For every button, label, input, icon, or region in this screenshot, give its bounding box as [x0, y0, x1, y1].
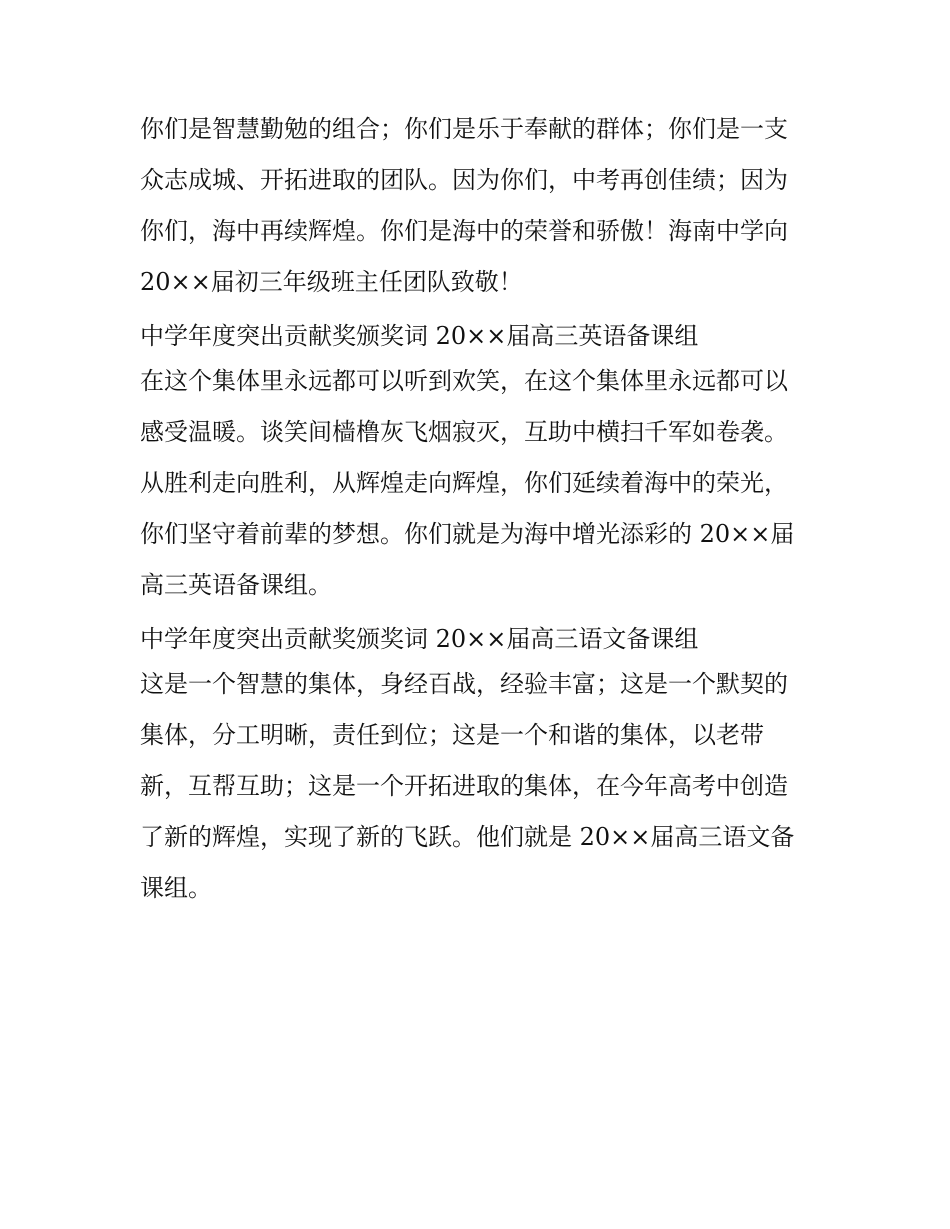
text-line: 课组。 [140, 874, 212, 902]
text-line: 你们是智慧勤勉的组合；你们是乐于奉献的群体；你们是一支 [140, 115, 788, 143]
text-line: 高三英语备课组。 [140, 571, 332, 599]
section-heading-english-group: 中学年度突出贡献奖颁奖词 20××届高三英语备课组 [140, 322, 699, 350]
text-line: 在这个集体里永远都可以听到欢笑，在这个集体里永远都可以 [140, 367, 788, 395]
text-line: 从胜利走向胜利，从辉煌走向辉煌，你们延续着海中的荣光， [140, 469, 788, 497]
document-body [140, 108, 820, 918]
text-line: 众志成城、开拓进取的团队。因为你们，中考再创佳绩；因为 [140, 166, 788, 194]
section-heading-chinese-group: 中学年度突出贡献奖颁奖词 20××届高三语文备课组 [140, 625, 699, 653]
text-line: 这是一个智慧的集体，身经百战，经验丰富；这是一个默契的 [140, 670, 788, 698]
text-line: 集体，分工明晰，责任到位；这是一个和谐的集体，以老带 [140, 721, 764, 749]
text-line: 你们坚守着前辈的梦想。你们就是为海中增光添彩的 20××届 [140, 520, 795, 548]
text-line: 感受温暖。谈笑间樯橹灰飞烟寂灭，互助中横扫千军如卷袭。 [140, 418, 788, 446]
text-line: 你们，海中再续辉煌。你们是海中的荣誉和骄傲！海南中学向 [140, 217, 788, 245]
text-line: 20××届初三年级班主任团队致敬！ [140, 268, 523, 296]
text-line: 了新的辉煌，实现了新的飞跃。他们就是 20××届高三语文备 [140, 823, 795, 851]
text-line: 新，互帮互助；这是一个开拓进取的集体，在今年高考中创造 [140, 772, 788, 800]
